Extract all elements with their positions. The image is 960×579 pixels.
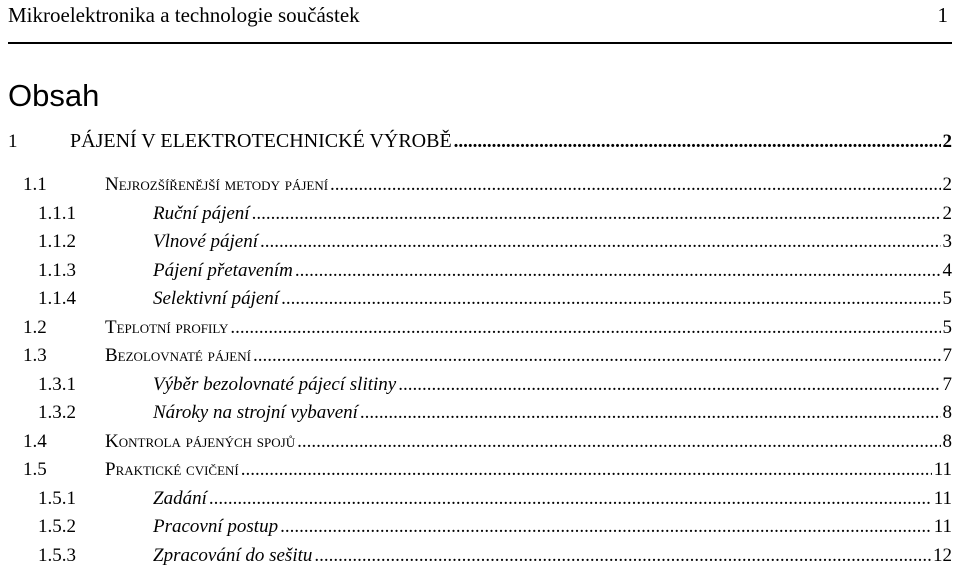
toc-entry[interactable] xyxy=(0,171,960,198)
toc-entry-number: 1.1.1 xyxy=(38,203,76,224)
toc-dot-leader xyxy=(281,285,940,312)
toc-entry[interactable] xyxy=(0,513,960,540)
toc-entry[interactable] xyxy=(0,257,960,284)
toc-entry[interactable] xyxy=(0,128,960,155)
toc-dot-leader xyxy=(209,485,932,512)
toc-entry-number: 1.3.2 xyxy=(38,402,76,423)
toc-entry-number: 1.5.3 xyxy=(38,545,76,566)
toc-dot-leader xyxy=(230,314,940,341)
toc-dot-leader xyxy=(252,200,941,227)
toc-dot-leader xyxy=(253,342,941,369)
toc-entry-title: Výběr bezolovnaté pájecí slitiny xyxy=(153,374,397,395)
toc-entry-number: 1.1.4 xyxy=(38,288,76,309)
toc-entry-page: 11 xyxy=(933,516,952,537)
toc-entry-number: 1.4 xyxy=(23,431,47,452)
header-page-number: 1 xyxy=(937,3,948,27)
toc-entry-page: 2 xyxy=(942,131,952,152)
toc-entry-page: 7 xyxy=(942,374,952,395)
page-header xyxy=(8,0,952,44)
toc-entry-title: Pracovní postup xyxy=(153,516,279,537)
toc-entry-title: Pájení přetavením xyxy=(153,260,293,281)
toc-entry[interactable] xyxy=(0,371,960,398)
toc-entry-number: 1.1 xyxy=(23,174,47,195)
toc-entry[interactable] xyxy=(0,285,960,312)
toc-entry-title: Nároky na strojní vybavení xyxy=(153,402,358,423)
toc-entry-title: Nejrozšířenější metody pájení xyxy=(105,174,329,195)
toc-entry[interactable] xyxy=(0,399,960,426)
toc-entry-title: Selektivní pájení xyxy=(153,288,280,309)
toc-dot-leader xyxy=(260,228,941,255)
toc-entry-page: 2 xyxy=(942,174,952,195)
toc-dot-leader xyxy=(314,542,931,569)
toc-dot-leader xyxy=(454,128,941,155)
toc-entry[interactable] xyxy=(0,314,960,341)
toc-entry[interactable] xyxy=(0,342,960,369)
toc-dot-leader xyxy=(330,171,940,198)
toc-entry[interactable] xyxy=(0,428,960,455)
toc-entry-number: 1.3.1 xyxy=(38,374,76,395)
toc-entry-page: 11 xyxy=(933,488,952,509)
toc-entry-page: 8 xyxy=(942,431,952,452)
toc-entry-title: PÁJENÍ V ELEKTROTECHNICKÉ VÝROBĚ xyxy=(70,130,452,152)
toc-entry-title: Vlnové pájení xyxy=(153,231,258,252)
toc-entry-number: 1.5 xyxy=(23,459,47,480)
toc-entry-number: 1 xyxy=(8,131,18,152)
toc-entry-page: 4 xyxy=(942,260,952,281)
toc-entry-page: 5 xyxy=(942,317,952,338)
toc-entry-title: Zpracování do sešitu xyxy=(153,545,313,566)
toc-entry-page: 5 xyxy=(942,288,952,309)
toc-dot-leader xyxy=(398,371,940,398)
toc-entry-number: 1.2 xyxy=(23,317,47,338)
toc-entry-page: 2 xyxy=(942,203,952,224)
toc-dot-leader xyxy=(280,513,932,540)
toc-entry-page: 8 xyxy=(942,402,952,423)
toc-entry[interactable] xyxy=(0,200,960,227)
toc-entry-number: 1.3 xyxy=(23,345,47,366)
toc-entry-number: 1.1.3 xyxy=(38,260,76,281)
toc-entry-title: Zadání xyxy=(153,488,207,509)
toc-entry-title: Kontrola pájených spojů xyxy=(105,431,296,452)
toc-entry[interactable] xyxy=(0,542,960,569)
toc-entry-number: 1.5.1 xyxy=(38,488,76,509)
toc-entry-title: Teplotní profily xyxy=(105,317,229,338)
header-title: Mikroelektronika a technologie součástek xyxy=(8,3,360,27)
document-title: Obsah xyxy=(8,78,100,113)
toc-dot-leader xyxy=(360,399,941,426)
toc-entry[interactable] xyxy=(0,485,960,512)
toc-dot-leader xyxy=(297,428,940,455)
toc-entry-page: 12 xyxy=(933,545,952,566)
toc-entry-title: Ruční pájení xyxy=(153,203,250,224)
toc-entry-page: 7 xyxy=(942,345,952,366)
toc-entry-title: Bezolovnaté pájení xyxy=(105,345,251,366)
toc-dot-leader xyxy=(295,257,941,284)
toc-entry-page: 3 xyxy=(942,231,952,252)
toc-entry-title: Praktické cvičení xyxy=(105,459,239,480)
toc-dot-leader xyxy=(241,456,932,483)
toc-entry[interactable] xyxy=(0,228,960,255)
toc-entry-page: 11 xyxy=(933,459,952,480)
toc-entry-number: 1.1.2 xyxy=(38,231,76,252)
toc-entry[interactable] xyxy=(0,456,960,483)
toc-entry-number: 1.5.2 xyxy=(38,516,76,537)
